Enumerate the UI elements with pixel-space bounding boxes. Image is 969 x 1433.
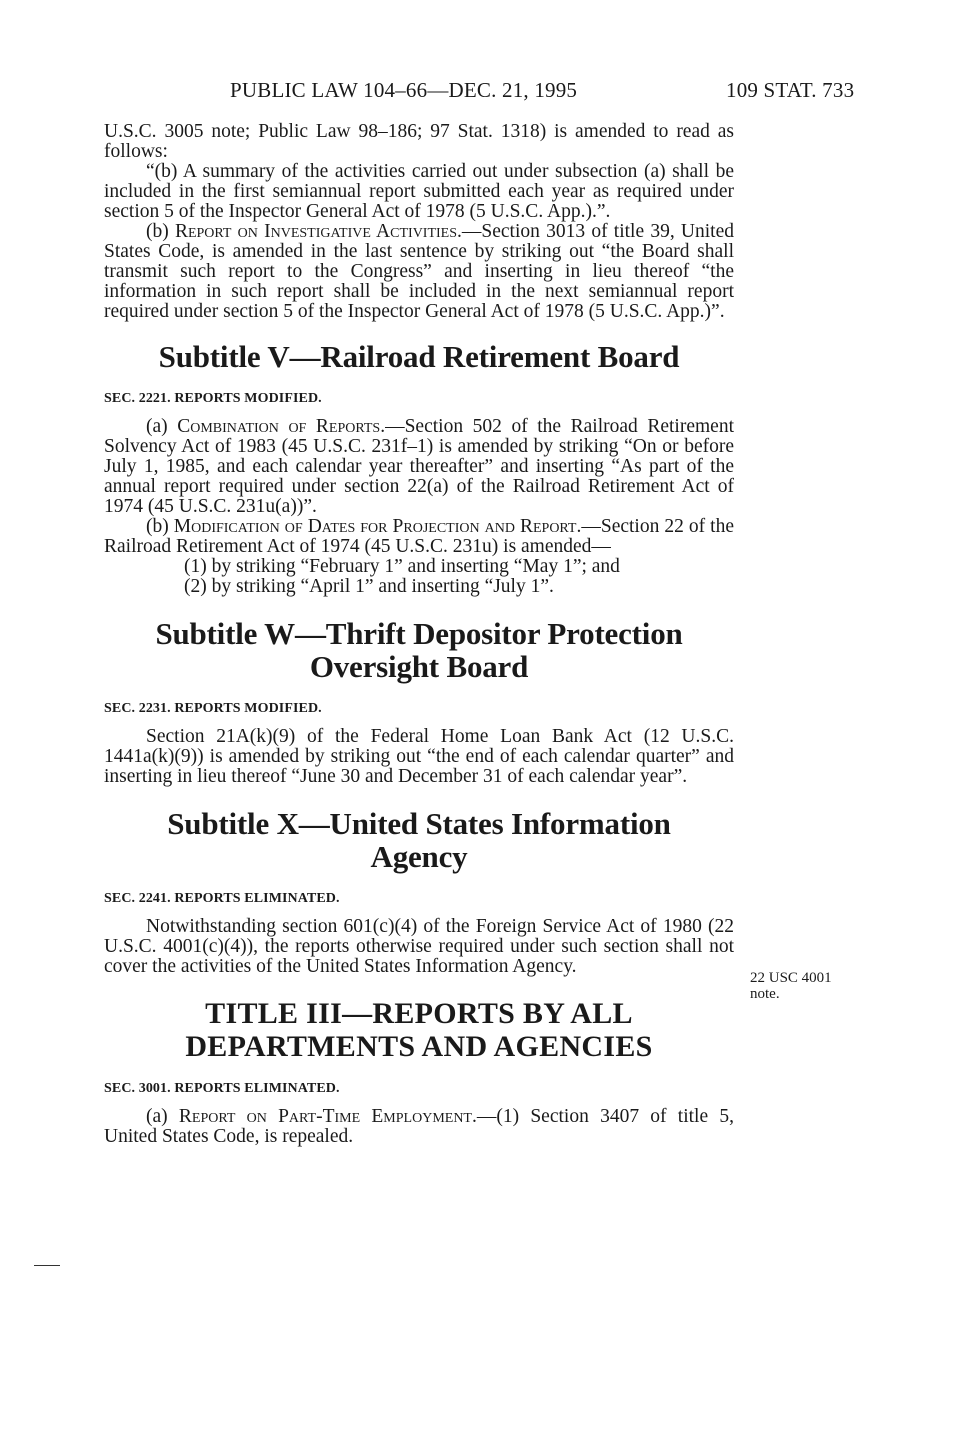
- continued-paragraph: U.S.C. 3005 note; Public Law 98–186; 97 Stat. 1318) is amended to read as follows:: [104, 121, 734, 162]
- paragraph-text: .—Section 22 of the Railroad Retirement Act of 1974 (45 U.S.C. 231u) is amended—: [104, 516, 734, 557]
- subtitle-x-line2: Agency: [370, 839, 468, 874]
- subtitle-x-heading: [104, 807, 734, 873]
- sec-2231-text: Section 21A(k)(9) of the Federal Home Loan Bank Act (12 U.S.C. 1441a(k)(9)) is amended by striking out “the end of each calendar quarter” and inserting in lieu thereof “June 30 and December 31 of each calendar year”.: [104, 726, 734, 787]
- sec-2221-heading: SEC. 2221. REPORTS MODIFIED.: [104, 391, 322, 406]
- stray-mark: [34, 1265, 60, 1266]
- title-iii-heading: [104, 997, 734, 1063]
- paragraph-label: (a): [146, 1106, 179, 1127]
- list-item-1: (1) by striking “February 1” and inserting “May 1”; and: [184, 556, 620, 577]
- paragraph-text: .—Section 3013 of title 39, United States Code, is amended in the last sentence by striking out “the Board shall transmit such report to the Congress” and inserting in lieu thereof “the information in such report shall be included in the next semiannual report required under section 5 of the Inspector General Act of 1978 (5 U.S.C. App.)”.: [104, 221, 734, 322]
- paragraph-a-part-time: [104, 1107, 734, 1147]
- paragraph-label: (b): [146, 516, 174, 537]
- running-header: [0, 78, 969, 104]
- sec-2241-text: Notwithstanding section 601(c)(4) of the Foreign Service Act of 1980 (22 U.S.C. 4001(c)(4)), the reports otherwise required under such section shall not cover the activities of the United States Information Agency.: [104, 916, 734, 977]
- margin-note: [750, 970, 870, 1002]
- paragraph-heading: Report on Investigative Activities: [174, 221, 458, 242]
- page-citation: 109 STAT. 733: [726, 78, 855, 102]
- paragraph-label: (b): [146, 221, 175, 242]
- paragraph-a-combination: [104, 417, 734, 517]
- main-text-column: [104, 122, 734, 1147]
- subtitle-w-heading: [104, 617, 734, 683]
- margin-note-line1: 22 USC 4001: [750, 970, 832, 986]
- paragraph-label: (a): [146, 416, 178, 437]
- paragraph-b-modification: [104, 517, 734, 557]
- paragraph-text: .—Section 502 of the Railroad Retirement Solvency Act of 1983 (45 U.S.C. 231f–1) is amended by striking “On or before July 1, 1985, and each calendar year thereafter” and inserting “As part of the annual report required under section 22(a) of the Railroad Retirement Act of 1974 (45 U.S.C. 231u(a))”.: [104, 416, 734, 517]
- subtitle-w-line2: Oversight Board: [309, 649, 529, 684]
- paragraph-heading: Combination of Reports: [177, 416, 381, 437]
- quoted-amendment: “(b) A summary of the activities carried out under subsection (a) shall be included in the first semiannual report submitted each year as required under section 5 of the Inspector General Act of 1978 (5 U.S.C. App.).”.: [104, 161, 734, 222]
- subtitle-v-heading: Subtitle V—Railroad Retirement Board: [158, 339, 680, 374]
- running-title: PUBLIC LAW 104–66—DEC. 21, 1995: [230, 78, 578, 102]
- paragraph-heading: Report on Part-Time Employment: [178, 1106, 472, 1127]
- title-iii-line2: DEPARTMENTS AND AGENCIES: [185, 1030, 653, 1063]
- title-iii-line1: TITLE III—REPORTS BY ALL: [205, 997, 633, 1030]
- paragraph-b-investigative: [104, 222, 734, 322]
- paragraph-heading: Modification of Dates for Projection and Report: [173, 516, 577, 537]
- sec-2231-heading: SEC. 2231. REPORTS MODIFIED.: [104, 701, 322, 716]
- sec-3001-heading: SEC. 3001. REPORTS ELIMINATED.: [104, 1081, 340, 1096]
- sec-2241-heading: SEC. 2241. REPORTS ELIMINATED.: [104, 891, 340, 906]
- paragraph-text: .—(1) Section 3407 of title 5, United States Code, is repealed.: [104, 1106, 734, 1147]
- list-item-2: (2) by striking “April 1” and inserting “July 1”.: [184, 576, 554, 597]
- subtitle-x-line1: Subtitle X—United States Information: [167, 806, 671, 841]
- margin-note-line2: note.: [750, 986, 780, 1002]
- subtitle-w-line1: Subtitle W—Thrift Depositor Protection: [155, 616, 683, 651]
